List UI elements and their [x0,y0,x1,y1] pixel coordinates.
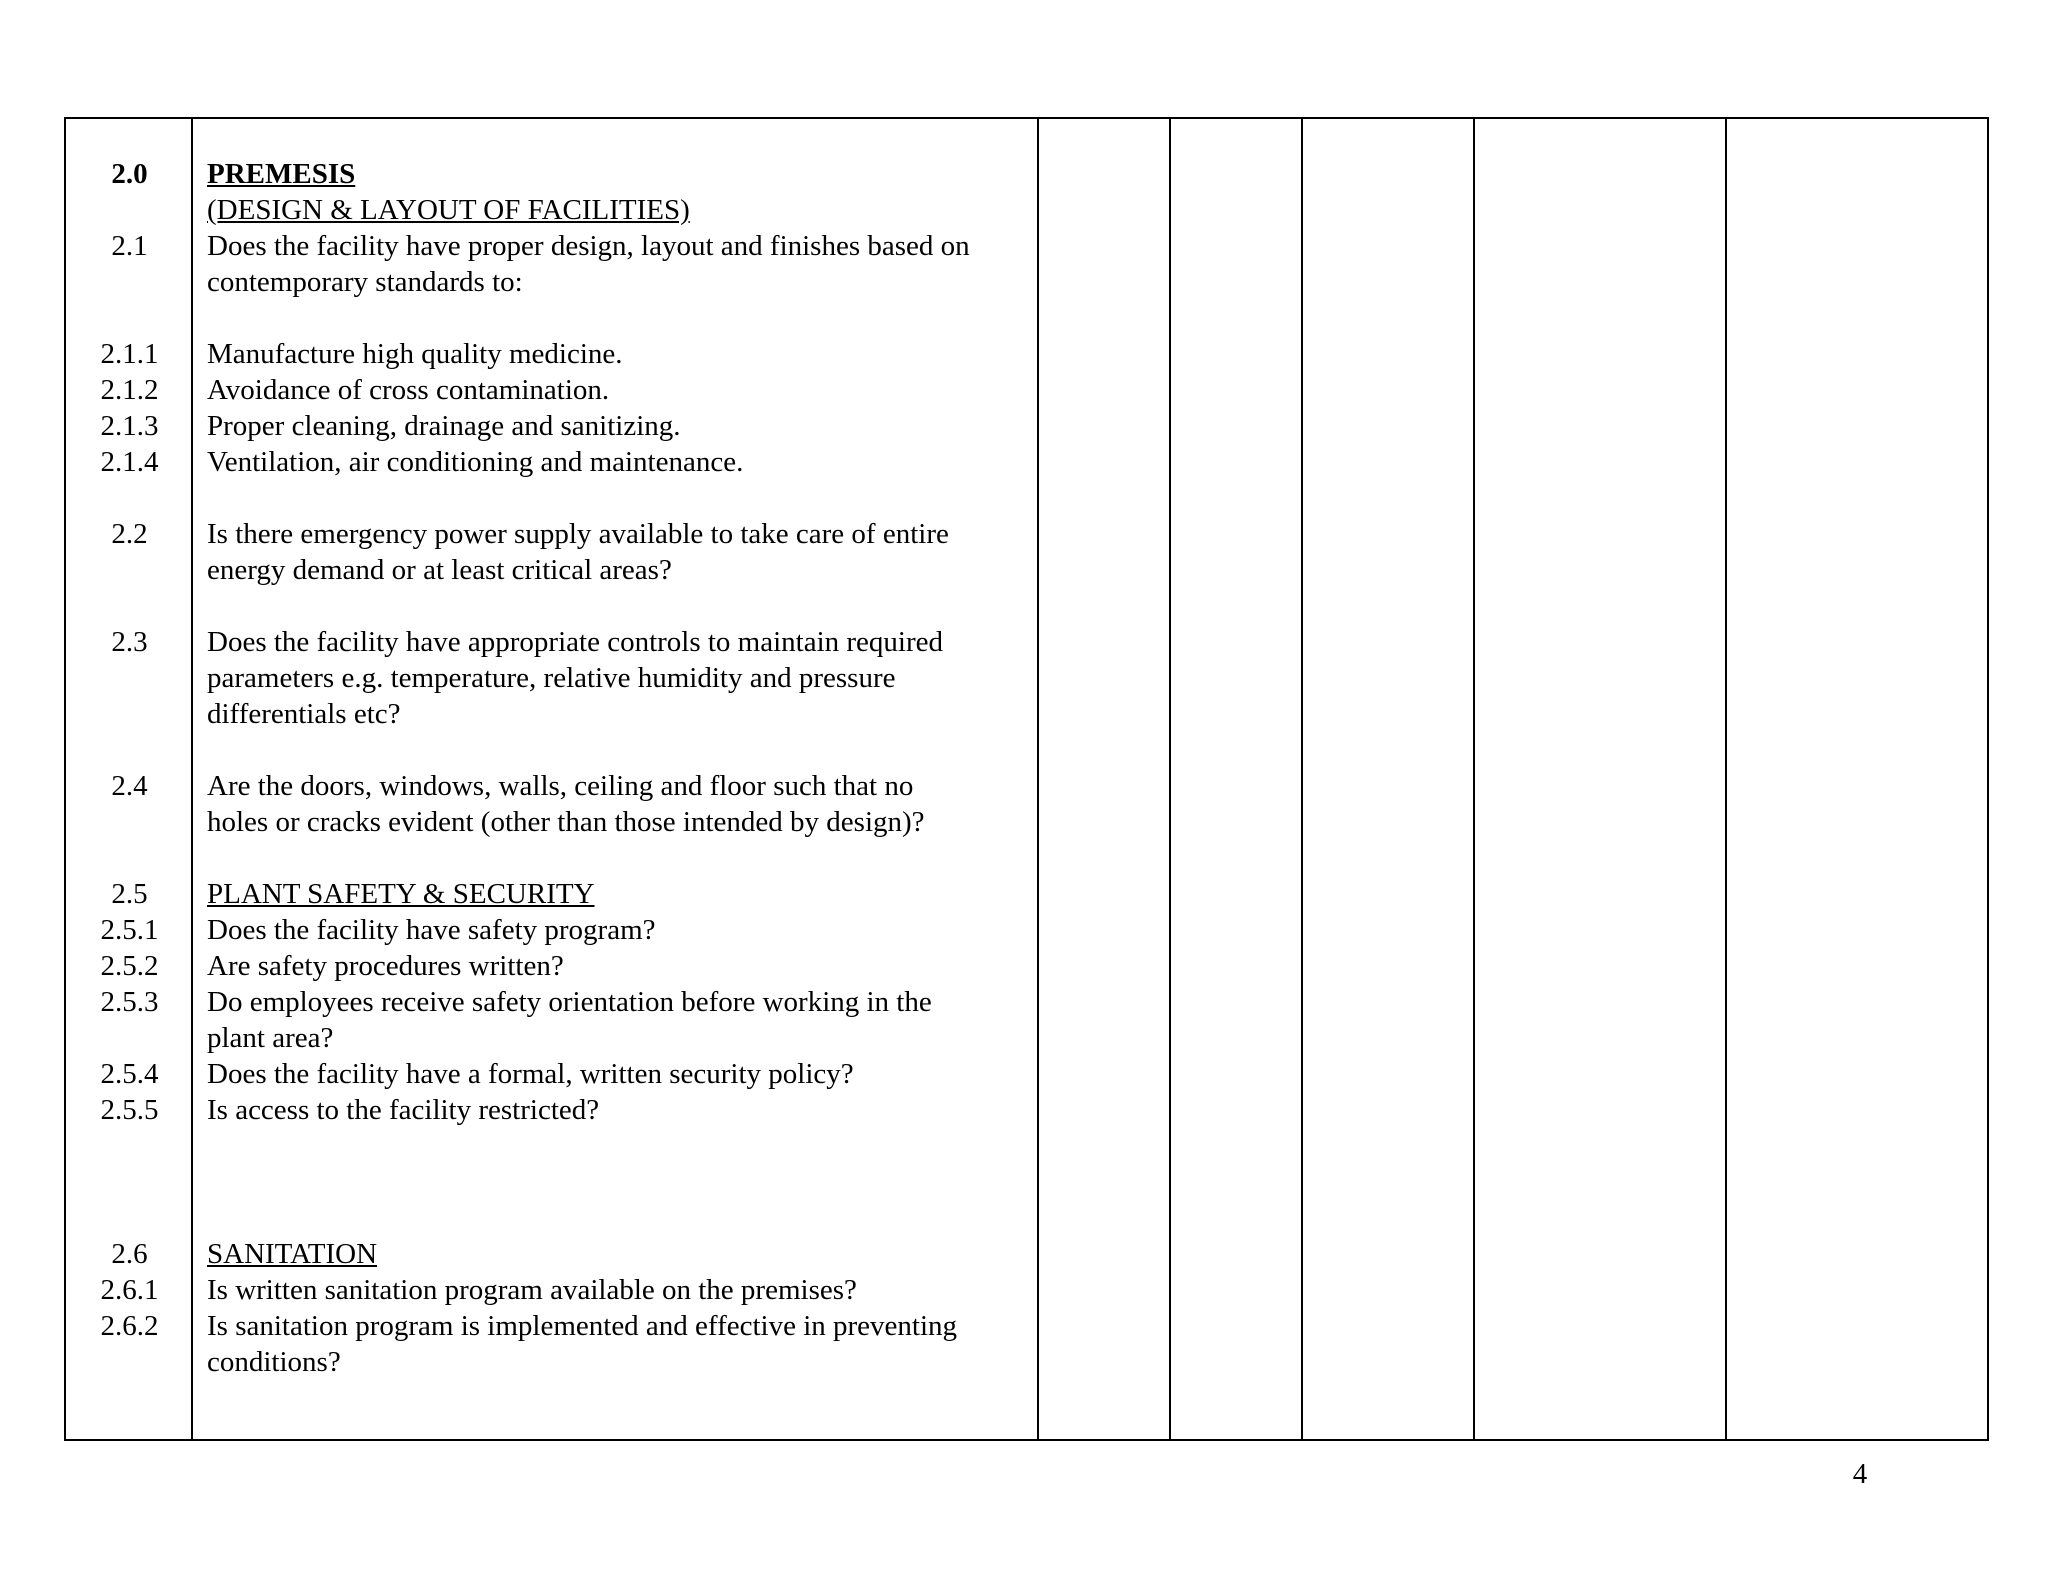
column-divider-4 [1301,119,1303,1439]
question-line: plant area? [207,1022,334,1054]
question-line: conditions? [207,1346,341,1378]
item-number: 2.5.5 [100,1094,159,1126]
question-line: contemporary standards to: [207,266,523,298]
item-number: 2.5.2 [100,950,159,982]
question-line: Proper cleaning, drainage and sanitizing. [207,410,681,442]
item-number: 2.6 [111,1238,148,1270]
question-line: Avoidance of cross contamination. [207,374,610,406]
question-text [207,408,1037,444]
question-text [207,516,1037,588]
question-line: Are the doors, windows, walls, ceiling and floor such that no [207,770,914,802]
item-number: 2.5.1 [100,914,159,946]
checklist-table [64,117,1989,1441]
page-number: 4 [1852,1458,1868,1490]
question-text [207,912,1037,948]
item-number: 2.6.2 [100,1310,159,1342]
question-text [207,444,1037,480]
question-text [207,1308,1037,1380]
item-number: 2.1 [111,230,148,262]
item-number: 2.5 [111,878,148,910]
question-line: holes or cracks evident (other than those intended by design)? [207,806,925,838]
section-heading [207,156,1037,228]
subsection-heading [207,1236,1037,1272]
question-line: differentials etc? [207,698,401,730]
question-text [207,228,1037,300]
question-text [207,948,1037,984]
item-number: 2.1.1 [100,338,159,370]
question-text [207,1092,1037,1128]
column-divider-3 [1169,119,1171,1439]
item-number: 2.1.3 [100,410,159,442]
item-number: 2.1.4 [100,446,159,478]
question-line: Ventilation, air conditioning and maintenance. [207,446,744,478]
subsection-title: PLANT SAFETY & SECURITY [207,878,595,910]
question-line: Does the facility have appropriate controls to maintain required [207,626,944,658]
section-number: 2.0 [111,158,148,190]
column-divider-5 [1473,119,1475,1439]
question-line: Is sanitation program is implemented and effective in preventing [207,1310,958,1342]
question-line: Does the facility have a formal, written security policy? [207,1058,854,1090]
item-number: 2.2 [111,518,148,550]
item-number: 2.1.2 [100,374,159,406]
question-line: Is written sanitation program available on the premises? [207,1274,857,1306]
question-line: Does the facility have safety program? [207,914,656,946]
question-line: Does the facility have proper design, layout and finishes based on [207,230,970,262]
item-number: 2.6.1 [100,1274,159,1306]
item-number: 2.3 [111,626,148,658]
question-line: Manufacture high quality medicine. [207,338,623,370]
question-text [207,984,1037,1056]
item-number: 2.4 [111,770,148,802]
question-line: Do employees receive safety orientation before working in the [207,986,932,1018]
subsection-title: SANITATION [207,1238,378,1270]
item-number: 2.5.4 [100,1058,159,1090]
column-divider-6 [1725,119,1727,1439]
question-text [207,1272,1037,1308]
question-text [207,372,1037,408]
column-divider-question [1037,119,1039,1439]
question-text [207,1056,1037,1092]
question-text [207,624,1037,732]
question-line: Are safety procedures written? [207,950,564,982]
section-title: PREMESIS [207,158,356,190]
question-line: Is there emergency power supply available to take care of entire [207,518,949,550]
question-line: Is access to the facility restricted? [207,1094,600,1126]
question-line: energy demand or at least critical areas? [207,554,672,586]
question-line: parameters e.g. temperature, relative humidity and pressure [207,662,896,694]
question-text [207,768,1037,840]
subsection-heading [207,876,1037,912]
question-text [207,336,1037,372]
section-subtitle: (DESIGN & LAYOUT OF FACILITIES) [207,194,690,226]
item-number: 2.5.3 [100,986,159,1018]
